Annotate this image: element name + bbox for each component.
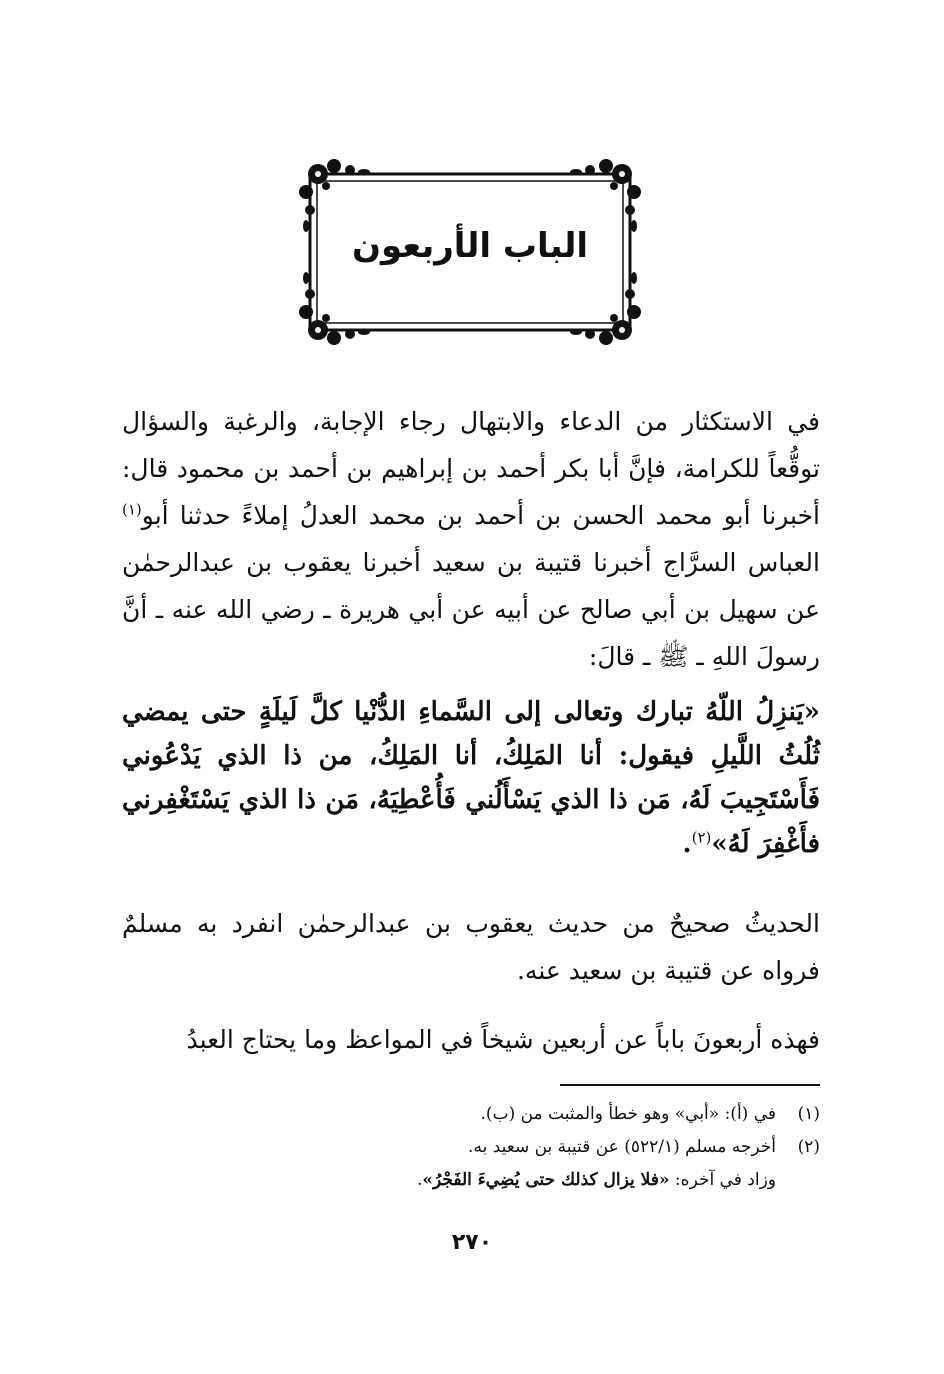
footnote-cont-prefix: وزاد في آخره: [669,1170,776,1190]
footnote-1 [122,1098,820,1131]
footnote-2 [122,1131,820,1164]
footnote-text: في (أ): «أبي» وهو خطأ والمثبت من (ب). [480,1104,776,1124]
footnote-cont-quote: «فلا يزال كذلك حتى يُضِيءَ الفَجْرُ» [422,1170,670,1190]
footnote-ref-2[interactable]: (٢) [691,828,712,847]
footnote-number: (١) [797,1104,820,1124]
footnote-divider [560,1084,820,1086]
chapter-title: الباب الأربعون [351,226,589,266]
intro-paragraph [122,398,820,680]
footnote-number: (٢) [797,1137,820,1157]
footnote-cont-suffix: . [417,1170,423,1190]
grading-paragraph [122,900,820,994]
page-number: ٢٧٠ [451,1230,493,1255]
footnote-2-continuation [122,1164,820,1197]
footnote-ref-1[interactable]: (١) [122,500,142,519]
hadith-text [122,690,820,866]
closing-text: فهذه أربعونَ باباً عن أربعين شيخاً في المواعظ وما يحتاج العبدُ [186,1025,820,1054]
intro-text-cont: العباس السرَّاج أخبرنا قتيبة بن سعيد أخبرنا يعقوب بن عبدالرحمٰن عن سهيل بن أبي صالح عن أبيه عن أبي هريرة ـ رضي الله عنه ـ أنَّ رسولَ اللهِ ـ ﷺ ـ قالَ: [122,548,820,671]
footnotes [122,1098,820,1197]
chapter-title-frame [296,152,644,352]
hadith-body: «يَنزِلُ اللّهُ تبارك وتعالى إلى السَّماءِ الدُّنْيا كلَّ لَيلَةٍ حتى يمضي ثُلُثُ اللَّيلِ فيقول: أنا المَلِكُ، أنا المَلِكُ، من ذا الذي يَدْعُوني فَأَسْتَجِيبَ لَهُ، مَن ذا الذي يَسْأَلُني فَأُعْطِيَهُ، مَن ذا الذي يَسْتَغْفِرني فأَغْفِرَ لَهُ» [122,697,820,859]
closing-paragraph [122,1016,820,1063]
intro-text: في الاستكثار من الدعاء والابتهال رجاء الإجابة، والرغبة والسؤال توقُّعاً للكرامة، فإنَّ أبا بكر أحمد بن إبراهيم بن أحمد بن محمود قال: أخبرنا أبو محمد الحسن بن أحمد بن محمد العدلُ إملاءً حدثنا أبو [122,407,820,530]
footnote-text: أخرجه مسلم (٥٢٢/١) عن قتيبة بن سعيد به. [468,1137,776,1157]
grading-text: الحديثُ صحيحٌ من حديث يعقوب بن عبدالرحمٰن انفرد به مسلمٌ فرواه عن قتيبة بن سعيد عنه. [122,909,820,985]
hadith-end: . [682,829,692,859]
